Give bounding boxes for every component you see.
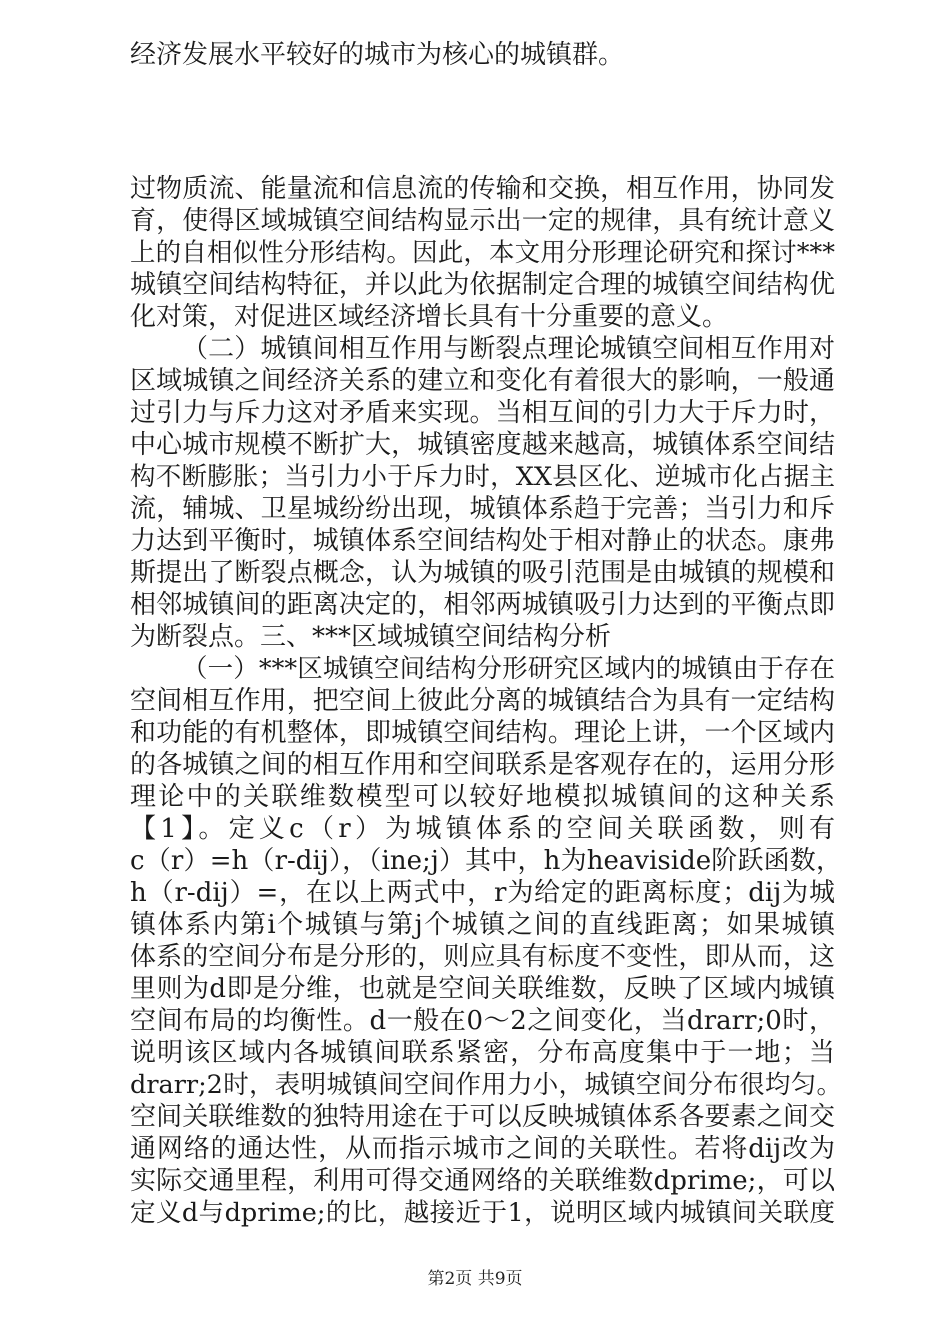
text-line-6: 化对策，对促进区域经济增长具有十分重要的意义。 <box>130 302 729 332</box>
text-line-14: 斯提出了断裂点概念，认为城镇的吸引范围是由城镇的规模和 <box>130 558 835 588</box>
text-line-2: 过物质流、能量流和信息流的传输和交换，相互作用，协同发 <box>130 174 835 204</box>
text-line-30: drarr;2时，表明城镇间空间作用力小，城镇空间分布很均匀。 <box>130 1070 842 1100</box>
text-line-18: 空间相互作用，把空间上彼此分离的城镇结合为具有一定结构 <box>130 686 835 716</box>
text-line-8: 区域城镇之间经济关系的建立和变化有着很大的影响，一般通 <box>130 366 835 396</box>
page-footer: 第2页 共9页 <box>427 1269 523 1289</box>
text-line-4: 上的自相似性分形结构。因此，本文用分形理论研究和探讨*** <box>130 238 835 268</box>
text-line-13: 力达到平衡时，城镇体系空间结构处于相对静止的状态。康弗 <box>130 526 835 556</box>
text-line-27: 里则为d即是分维，也就是空间关联维数，反映了区域内城镇 <box>130 974 835 1004</box>
text-line-28: 空间布局的均衡性。d一般在0～2之间变化，当drarr;0时， <box>130 1006 835 1036</box>
text-line-20: 的各城镇之间的相互作用和空间联系是客观存在的，运用分形 <box>130 750 835 780</box>
text-line-15: 相邻城镇间的距离决定的，相邻两城镇吸引力达到的平衡点即 <box>130 590 835 620</box>
text-line-33: 实际交通里程，利用可得交通网络的关联维数dprime;，可以 <box>130 1166 835 1196</box>
text-line-29: 说明该区域内各城镇间联系紧密，分布高度集中于一地；当 <box>130 1038 835 1068</box>
text-line-31: 空间关联维数的独特用途在于可以反映城镇体系各要素之间交 <box>130 1102 835 1132</box>
text-line-34: 定义d与dprime;的比，越接近于1，说明区域内城镇间关联度 <box>130 1198 835 1228</box>
text-line-22: 【1】。定义c（r）为城镇体系的空间关联函数，则有 <box>130 814 835 844</box>
text-line-10: 中心城市规模不断扩大，城镇密度越来越高，城镇体系空间结 <box>130 430 835 460</box>
text-line-19: 和功能的有机整体，即城镇空间结构。理论上讲，一个区域内 <box>130 718 835 748</box>
text-line-1: 经济发展水平较好的城市为核心的城镇群。 <box>130 40 625 70</box>
text-line-11: 构不断膨胀；当引力小于斥力时，XX县区化、逆城市化占据主 <box>130 462 835 492</box>
text-line-26: 体系的空间分布是分形的，则应具有标度不变性，即从而，这 <box>130 942 835 972</box>
text-line-32: 通网络的通达性，从而指示城市之间的关联性。若将dij改为 <box>130 1134 835 1164</box>
text-line-5: 城镇空间结构特征，并以此为依据制定合理的城镇空间结构优 <box>130 270 835 300</box>
text-line-24: h（r-dij）=，在以上两式中，r为给定的距离标度；dij为城 <box>130 878 835 908</box>
text-line-23: c（r）=h（r-dij），（ine;j）其中，h为heaviside阶跃函数， <box>130 846 842 876</box>
text-line-3: 育，使得区域城镇空间结构显示出一定的规律，具有统计意义 <box>130 206 835 236</box>
section-heading-3: 为断裂点。三、***区域城镇空间结构分析 <box>130 622 612 652</box>
text-line-21: 理论中的关联维数模型可以较好地模拟城镇间的这种关系 <box>130 782 835 812</box>
text-line-25: 镇体系内第i个城镇与第j个城镇之间的直线距离；如果城镇 <box>130 910 835 940</box>
text-line-9: 过引力与斥力这对矛盾来实现。当相互间的引力大于斥力时， <box>130 398 835 428</box>
paragraph-heading-1: （一）***区城镇空间结构分形研究区域内的城镇由于存在 <box>182 654 835 684</box>
paragraph-heading-2: （二）城镇间相互作用与断裂点理论城镇空间相互作用对 <box>182 334 835 364</box>
text-line-12: 流，辅城、卫星城纷纷出现，城镇体系趋于完善；当引力和斥 <box>130 494 835 524</box>
